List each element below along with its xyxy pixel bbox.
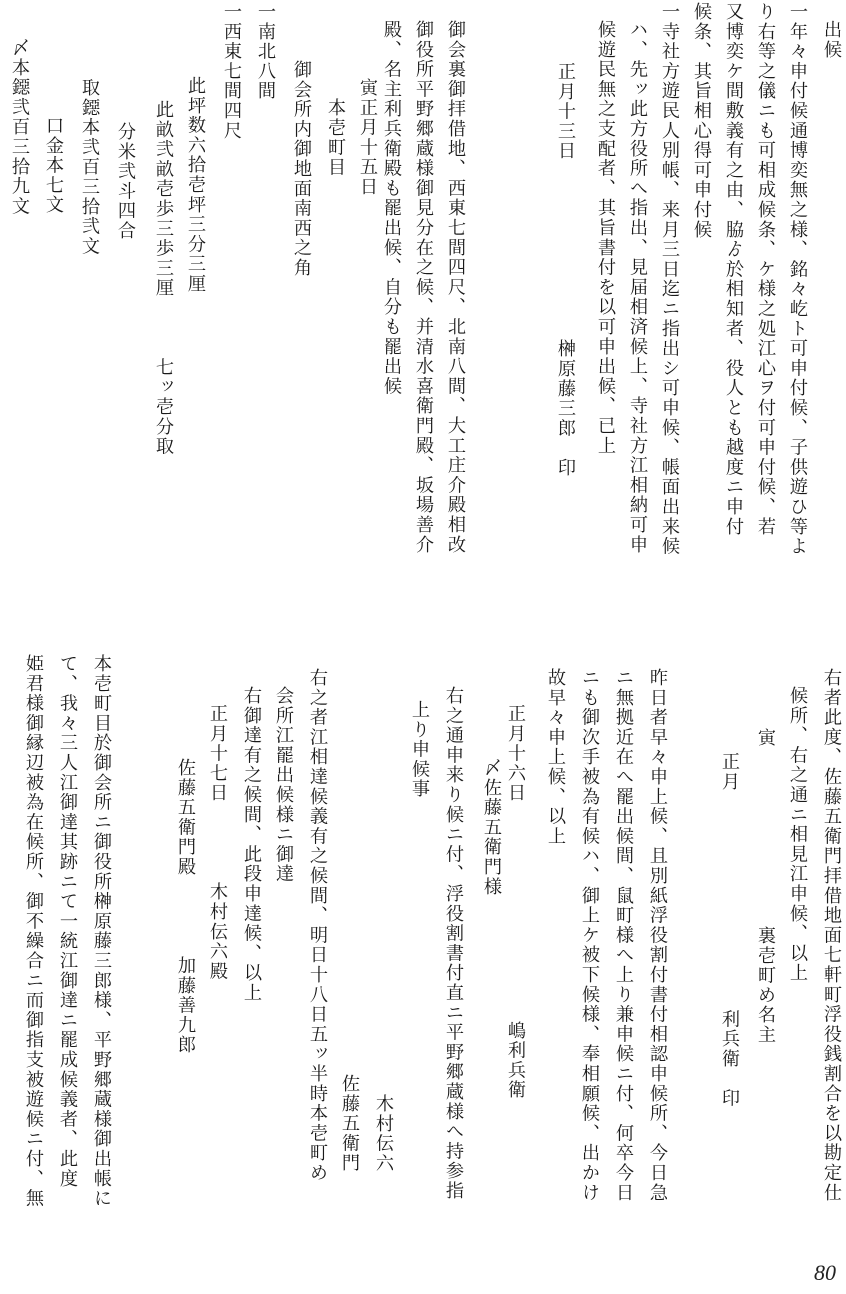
text-column: 一寺社方遊民人別帳、来月三日迄ニ指出シ可申候、帳面出来候	[659, 2, 680, 557]
text-column: て、我々三人江御達其跡ニて一統江御達ニ罷成候義者、此度	[57, 654, 78, 1189]
calc-column: 分米弐斗四合	[115, 122, 136, 241]
text-column: 出候	[821, 20, 842, 60]
text-column: 右御達有之候間、此段申達候、以上	[241, 686, 262, 1003]
text-column: 候条、其旨相心得可申付候	[691, 2, 712, 240]
addressee-column: 〆佐藤五衛門様	[481, 758, 502, 897]
text-column: 本壱町目於御会所ニ御役所榊原藤三郎様、平野郷蔵様御出帳に	[91, 654, 112, 1209]
text-column: 又博奕ケ間敷義有之由、脇ゟ於相知者、役人とも越度ニ申付	[723, 2, 744, 537]
text-column: 昨日者早々申上候、且別紙浮役割付書付相認申候所、今日急	[647, 668, 668, 1203]
date-signature: 正月十七日 木村伝六殿	[207, 704, 228, 982]
text-column: 右之通申来り候ニ付、浮役割書付直ニ平野郷蔵様へ持参指	[443, 686, 464, 1201]
calc-column: 口金本七文	[43, 116, 64, 215]
place-column: 本壱町目	[325, 98, 346, 178]
total-column: 〆本鐚弐百三拾九文	[9, 38, 30, 217]
text-column: 殿、名主利兵衛殿も罷出候、自分も罷出候	[381, 20, 402, 397]
name-column: 木村伝六	[373, 1094, 394, 1174]
text-column: 候遊民無之支配者、其旨書付を以可申出候、已上	[595, 20, 616, 456]
text-column: 会所江罷出候様ニ御達	[273, 686, 294, 884]
text-column: 上り申候事	[409, 700, 430, 799]
text-column: 故早々申上候、以上	[545, 668, 566, 847]
text-column: 御会裏御拝借地、西東七間四尺、北南八間、大工庄介殿相改	[445, 20, 466, 555]
text-column: 右之者江相達候義有之候間、明日十八日五ッ半時本壱町め	[307, 668, 328, 1183]
list-item: 一南北八間	[255, 2, 276, 101]
calc-column: 取鐚本弐百三拾弐文	[79, 78, 100, 257]
date-column: 寅正月十五日	[357, 78, 378, 197]
date-signature: 正月十三日 榊原藤三郎 印	[555, 62, 576, 478]
calc-column: 此畝弐畝壱歩三歩三厘 七ッ壱分取	[153, 100, 174, 457]
name-column: 佐藤五衛門	[339, 1074, 360, 1173]
page-number: 80	[814, 1260, 836, 1285]
signature-column: 寅 裏壱町め名主	[755, 728, 776, 1045]
text-column: 一年々申付候通博奕無之様、銘々屹ト可申付候、子供遊ひ等よ	[787, 2, 808, 557]
text-column: ハ、先ッ此方役所へ指出、見届相済候上、寺社方江相納可申	[627, 20, 648, 555]
signature-column: 正月 利兵衛 印	[719, 752, 740, 1109]
list-item: 一西東七間四尺	[221, 2, 242, 141]
text-column: 御会所内御地面南西之角	[291, 60, 312, 278]
date-signature: 正月十六日 嶋利兵衛	[505, 704, 526, 1100]
text-column: 右者此度、佐藤五衛門拝借地面七軒町浮役銭割合を以勘定仕	[821, 668, 842, 1203]
signature-column: 佐藤五衛門殿 加藤善九郎	[175, 758, 196, 1055]
text-column: 姫君様御縁辺被為在候所、御不繰合ニ而御指支被遊候ニ付、無	[23, 654, 44, 1209]
text-column: り右等之儀ニも可相成候条、ケ様之処江心ヲ付可申付候、若	[755, 2, 776, 537]
calc-column: 此坪数六拾壱坪三分三厘	[185, 76, 206, 294]
text-column: ニ無拠近在へ罷出候間、鼠町様へ上り兼申候ニ付、何卒今日	[613, 668, 634, 1203]
text-column: 候所、右之通ニ相見江申候、以上	[787, 686, 808, 983]
text-column: ニも御次手被為有候ハ、御上ケ被下候様、奉相願候、出かけ	[579, 668, 600, 1203]
text-column: 御役所平野郷蔵様御見分在之候、并清水喜衛門殿、坂場善介	[413, 20, 434, 555]
